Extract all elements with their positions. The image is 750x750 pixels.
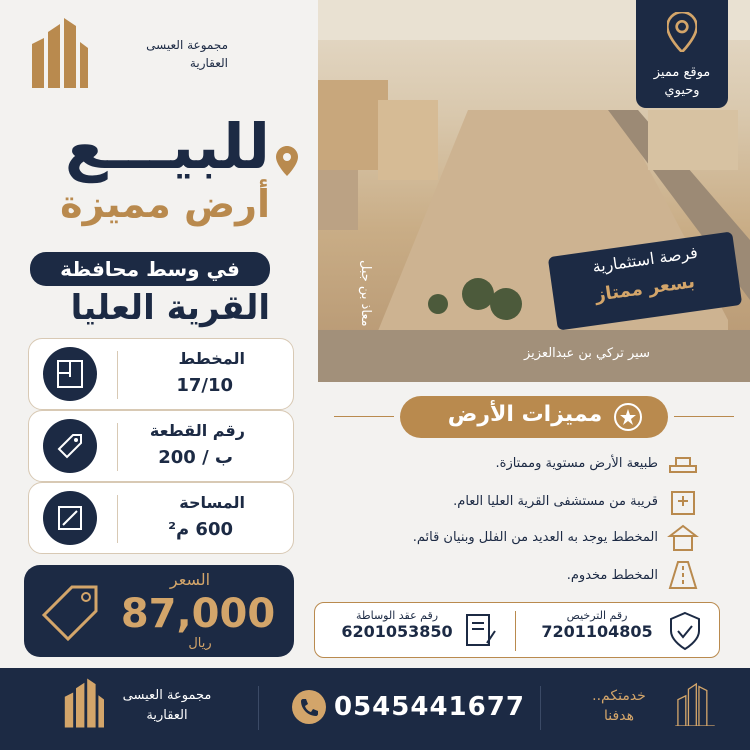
footer-brand-line1: مجموعة العيسى [122, 688, 212, 703]
footer-brand [112, 686, 222, 726]
features-title: مميزات الأرض [447, 402, 603, 427]
location-pin-icon [276, 146, 298, 176]
footer-brand-line2: العقارية [146, 708, 188, 723]
plot-value: ب / 200 [158, 447, 233, 468]
location-badge-text [636, 64, 728, 100]
footer-slogan [576, 686, 662, 726]
feature-item: طبيعة الأرض مستوية وممتازة. [495, 456, 658, 471]
brokerage-block [337, 609, 457, 641]
buildings-logo-icon [28, 18, 88, 88]
street-caption: سير تركي بن عبدالعزيز [523, 346, 650, 361]
investment-badge-line1: فرصة استثمارية [591, 242, 699, 277]
star-badge-icon [614, 403, 642, 431]
area-measure-icon [43, 491, 97, 545]
license-label: رقم الترخيص [566, 609, 628, 622]
phone-icon[interactable] [292, 690, 326, 724]
price-value: 87,000 [120, 591, 276, 637]
price-label: السعر [169, 570, 211, 589]
floorplan-icon [43, 347, 97, 401]
features-rule-right [674, 416, 734, 417]
plot-title: رقم القطعة [149, 421, 245, 440]
brand-name-line1: مجموعة العيسى [146, 38, 228, 52]
hospital-icon [666, 486, 700, 516]
card-divider [117, 495, 118, 543]
investment-badge-line2: بسعر ممتاز [593, 271, 697, 306]
card-divider [117, 423, 118, 471]
terrain-icon [666, 448, 700, 478]
headline-sale: للبيـــع [64, 110, 270, 183]
price-tag-icon [38, 579, 108, 643]
area-title: المساحة [179, 493, 245, 512]
footer-skyline-icon [672, 680, 718, 726]
villa-icon [666, 522, 700, 552]
shield-check-icon [667, 611, 703, 651]
features-rule-left [334, 416, 394, 417]
feature-item: المخطط يوجد به العديد من الفلل وبنيان قائم. [412, 530, 658, 545]
brokerage-label: رقم عقد الوساطة [355, 609, 439, 622]
map-pin-icon [667, 12, 697, 52]
contract-document-icon [463, 613, 497, 649]
license-box [314, 602, 720, 658]
footer-slogan-line1: خدمتكم.. [592, 688, 646, 704]
card-divider [117, 351, 118, 399]
footer-slogan-line2: هدفنا [604, 708, 634, 724]
area-card [28, 482, 294, 554]
side-street-caption: معاذ بن جبل [358, 260, 373, 327]
license-block [537, 609, 657, 641]
tag-icon [43, 419, 97, 473]
plan-value: 17/10 [176, 375, 233, 396]
road-icon [666, 560, 700, 590]
headline-location-box: في وسط محافظة [30, 252, 270, 286]
footer-divider [540, 686, 541, 730]
license-value: 7201104805 [541, 622, 653, 641]
brokerage-value: 6201053850 [341, 622, 453, 641]
plot-card [28, 410, 294, 482]
location-badge-line1: موقع مميز [653, 65, 711, 80]
brand-name [98, 36, 228, 72]
feature-item: قريبة من مستشفى القرية العليا العام. [453, 494, 658, 509]
price-currency: ريال [188, 636, 212, 651]
phone-number[interactable]: 0545441677 [334, 692, 525, 722]
feature-item: المخطط مخدوم. [566, 568, 658, 583]
headline-land: أرض مميزة [60, 182, 270, 226]
license-divider [515, 611, 516, 651]
footer-buildings-logo-icon [62, 678, 104, 728]
location-badge-line2: وحيوي [664, 83, 700, 98]
plan-title: المخطط [178, 349, 245, 368]
plan-card [28, 338, 294, 410]
area-value: 600 م² [168, 519, 233, 540]
brand-name-line2: العقارية [189, 56, 228, 70]
footer-divider [258, 686, 259, 730]
headline-city: القرية العليا [70, 288, 270, 328]
